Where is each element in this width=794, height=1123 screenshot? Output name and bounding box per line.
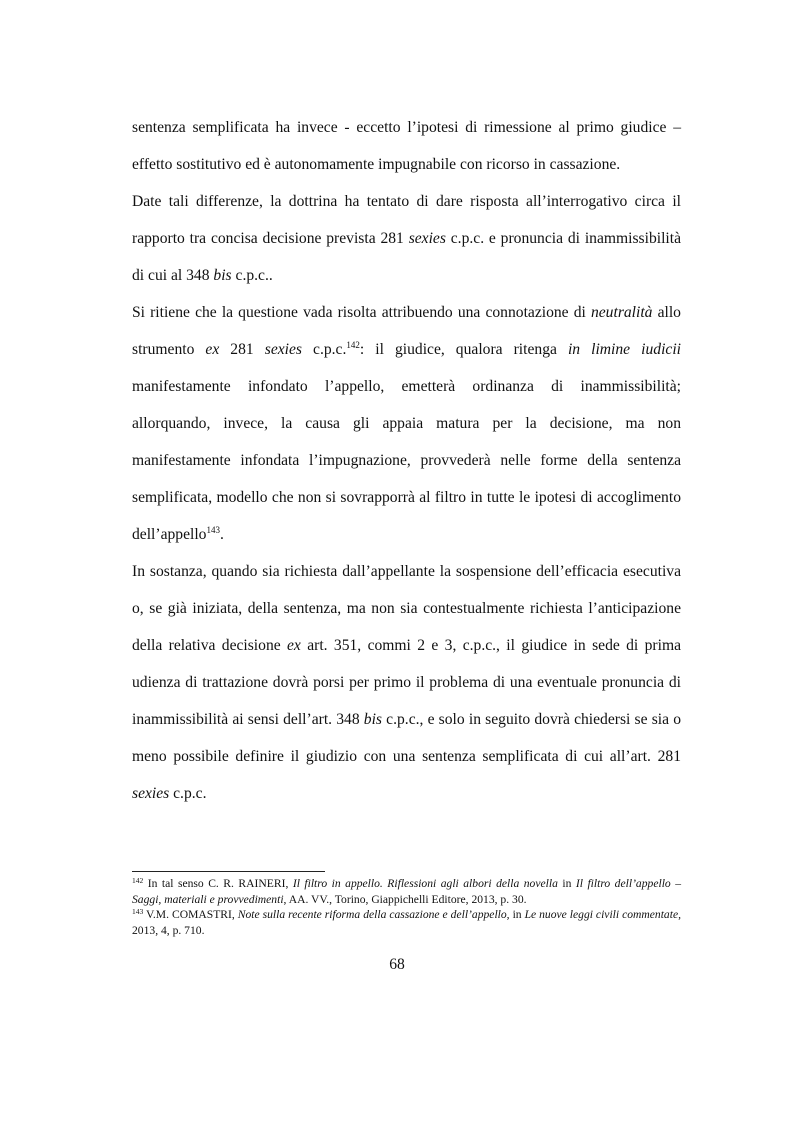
footnotes [132,876,681,938]
body-text [132,109,681,812]
footnote-ref-143[interactable]: 143 [206,525,220,535]
paragraph-1: sentenza semplificata ha invece - eccetto l’ipotesi di rimessione al primo giudice – effetto sostitutivo ed è autonomamente impugnabile con ricorso in cassazione. [132,119,681,173]
footnote-142: $^{142}$ In tal senso C. R. RAINERI, Il filtro in appello. Riflessioni agli albori della novella in Il filtro dell’appello – Saggi, materiali e provvedimenti, AA. VV., Torino, Giappichelli Editore, 2013, p. 30. [132,876,681,906]
paragraph-4: In sostanza, quando sia richiesta dall’appellante la sospensione dell’efficacia esecutiva o, se già iniziata, della sentenza, ma non sia contestualmente richiesta l’anticipazione della relativa decisione ex art. 351, commi 2 e 3, c.p.c., il giudice in sede di prima udienza di trattazione dovrà porsi per primo il problema di una eventuale pronuncia di inammissibilità ai sensi dell’art. 348 bis c.p.c., e solo in seguito dovrà chiedersi se sia o meno possibile definire il giudizio con una sentenza semplificata di cui all’art. 281 sexies c.p.c. [132,563,681,802]
footnote-ref-142[interactable]: 142 [346,340,360,350]
footnote-143: $^{143}$ V.M. COMASTRI, Note sulla recente riforma della cassazione e dell’appello, in Le nuove leggi civili commentate, 2013, 4, p. 710. [132,907,681,937]
paragraph-3: Si ritiene che la questione vada risolta attribuendo una connotazione di neutralità allo strumento ex 281 sexies c.p.c.$^{142}$: il giudice, qualora ritenga in limine iudicii manifestamente infondato l’appello, emetterà ordinanza di inammissibilità; allorquando, invece, la causa gli appaia matura per la decisione, ma non manifestamente infondata l’impugnazione, provvederà nelle forme della sentenza semplificata, modello che non si sovrapporrà al filtro in tutte le ipotesi di accoglimento dell’appello$^{143}$. [132,304,681,543]
footnote-separator [132,871,325,872]
paragraph-2: Date tali differenze, la dottrina ha tentato di dare risposta all’interrogativo circa il rapporto tra concisa decisione prevista 281 sexies c.p.c. e pronuncia di inammissibilità di cui al 348 bis c.p.c.. [132,193,681,284]
page-number: 68 [389,956,405,973]
